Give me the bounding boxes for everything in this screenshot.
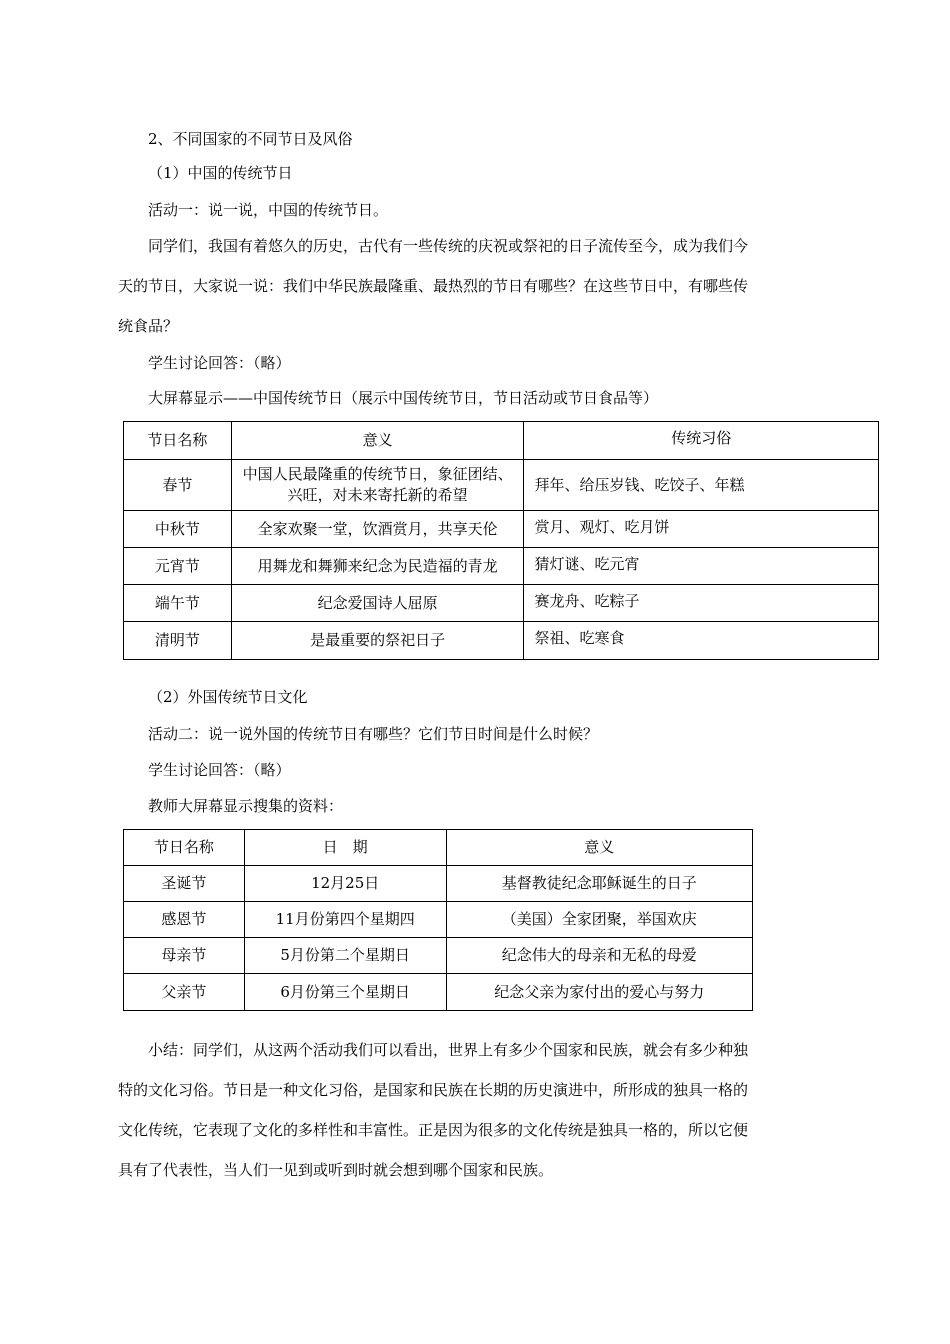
festival-date: 6月份第三个星期日 (244, 974, 446, 1011)
summary-line: 小结：同学们，从这两个活动我们可以看出，世界上有多少个国家和民族，就会有多少种独 (148, 1041, 749, 1059)
table-row (124, 938, 753, 974)
table-header-row (124, 422, 879, 460)
table-row (124, 622, 879, 660)
screen-display-text: 大屏幕显示——中国传统节日（展示中国传统节日，节日活动或节日食品等） (148, 389, 659, 407)
festival-meaning: 中国人民最隆重的传统节日，象征团结、兴旺，对未来寄托新的希望 (231, 460, 524, 511)
subsection-heading-foreign: （2）外国传统节日文化 (148, 688, 308, 706)
paragraph-line: 天的节日，大家说一说：我们中华民族最隆重、最热烈的节日有哪些？在这些节日中，有哪些传 (118, 277, 749, 295)
festival-name: 清明节 (124, 622, 232, 660)
section-title: 2、不同国家的不同节日及风俗 (148, 130, 353, 148)
table-row (124, 585, 879, 622)
festival-date: 12月25日 (244, 866, 446, 902)
column-header: 传统习俗 (524, 422, 879, 460)
activity-one-text: 活动一：说一说，中国的传统节日。 (148, 201, 389, 219)
subsection-heading-china: （1）中国的传统节日 (148, 164, 293, 182)
table-row (124, 902, 753, 938)
discussion-text: 学生讨论回答：（略） (148, 354, 291, 372)
festival-date: 5月份第二个星期日 (244, 938, 446, 974)
summary-line: 具有了代表性，当人们一见到或听到时就会想到哪个国家和民族。 (118, 1161, 554, 1179)
activity-two-text: 活动二：说一说外国的传统节日有哪些？它们节日时间是什么时候？ (148, 725, 599, 743)
festival-meaning: 是最重要的祭祀日子 (231, 622, 524, 660)
festival-name: 元宵节 (124, 548, 232, 585)
festival-name: 母亲节 (124, 938, 245, 974)
festival-name: 感恩节 (124, 902, 245, 938)
festival-meaning: 基督教徒纪念耶稣诞生的日子 (446, 866, 753, 902)
festival-custom: 拜年、给压岁钱、吃饺子、年糕 (524, 460, 879, 511)
festival-name: 父亲节 (124, 974, 245, 1011)
festival-name: 端午节 (124, 585, 232, 622)
festival-name: 圣诞节 (124, 866, 245, 902)
festival-name: 中秋节 (124, 511, 232, 548)
summary-line: 特的文化习俗。节日是一种文化习俗，是国家和民族在长期的历史演进中，所形成的独具一格的 (118, 1081, 749, 1099)
festival-custom: 猜灯谜、吃元宵 (524, 548, 879, 585)
festival-custom: 赛龙舟、吃粽子 (524, 585, 879, 622)
column-header: 意义 (446, 830, 753, 866)
festival-meaning: 全家欢聚一堂，饮酒赏月，共享天伦 (231, 511, 524, 548)
festival-meaning: 用舞龙和舞狮来纪念为民造福的青龙 (231, 548, 524, 585)
festival-meaning: 纪念爱国诗人屈原 (231, 585, 524, 622)
screen-display-text: 教师大屏幕显示搜集的资料： (148, 797, 344, 815)
festival-meaning: 纪念伟大的母亲和无私的母爱 (446, 938, 753, 974)
table-row (124, 548, 879, 585)
festival-custom: 赏月、观灯、吃月饼 (524, 511, 879, 548)
table-header-row (124, 830, 753, 866)
festival-meaning: 纪念父亲为家付出的爱心与努力 (446, 974, 753, 1011)
column-header: 节日名称 (124, 830, 245, 866)
festival-custom: 祭祖、吃寒食 (524, 622, 879, 660)
festival-name: 春节 (124, 460, 232, 511)
table-row (124, 460, 879, 511)
column-header: 意义 (231, 422, 524, 460)
chinese-festivals-table (123, 421, 879, 660)
foreign-festivals-table (123, 829, 753, 1011)
column-header: 日 期 (244, 830, 446, 866)
discussion-text: 学生讨论回答：（略） (148, 761, 291, 779)
paragraph-line: 同学们，我国有着悠久的历史，古代有一些传统的庆祝或祭祀的日子流传至今，成为我们今 (148, 237, 749, 255)
paragraph-line: 统食品？ (118, 317, 179, 335)
festival-meaning: （美国）全家团聚，举国欢庆 (446, 902, 753, 938)
festival-date: 11月份第四个星期四 (244, 902, 446, 938)
table-row (124, 974, 753, 1011)
summary-line: 文化传统，它表现了文化的多样性和丰富性。正是因为很多的文化传统是独具一格的，所以它便 (118, 1121, 749, 1139)
column-header: 节日名称 (124, 422, 232, 460)
table-row (124, 866, 753, 902)
table-row (124, 511, 879, 548)
